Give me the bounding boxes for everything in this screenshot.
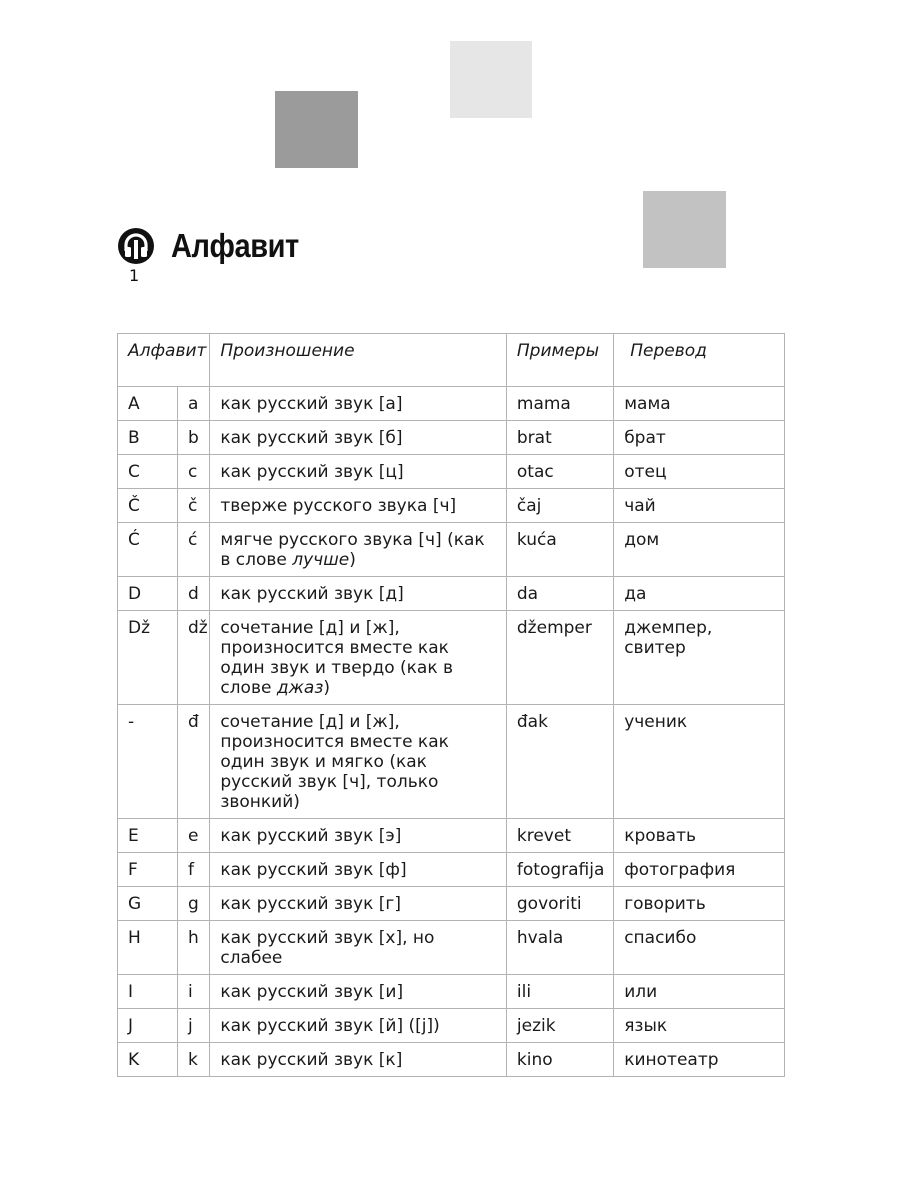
table-row [118, 387, 785, 421]
pronunciation-cell [210, 819, 507, 853]
letter-uppercase: A [118, 387, 178, 421]
pronunciation-cell [210, 421, 507, 455]
translation: дом [614, 523, 785, 577]
translation: или [614, 975, 785, 1009]
pronunciation-text: как русский звук [д] [220, 584, 404, 604]
table-row [118, 705, 785, 819]
pronunciation-cell [210, 489, 507, 523]
table-row [118, 489, 785, 523]
pronunciation-text-end: ) [349, 550, 356, 570]
pronunciation-text: сочетание [д] и [ж], произносится вместе как один звук и мягко (как русский звук [ч], только звонкий) [220, 712, 449, 812]
header-alphabet: Алфавит [118, 334, 210, 387]
translation: кровать [614, 819, 785, 853]
table-row [118, 975, 785, 1009]
table-row [118, 853, 785, 887]
letter-lowercase: đ [178, 705, 210, 819]
letter-lowercase: k [178, 1043, 210, 1077]
translation: фотография [614, 853, 785, 887]
pronunciation-text: как русский звук [ф] [220, 860, 407, 880]
audio-track-number: 1 [129, 266, 140, 285]
pronunciation-text: как русский звук [б] [220, 428, 403, 448]
letter-lowercase: g [178, 887, 210, 921]
letter-uppercase: I [118, 975, 178, 1009]
decorative-square [275, 91, 358, 168]
pronunciation-cell [210, 523, 507, 577]
pronunciation-text: как русский звук [а] [220, 394, 403, 414]
pronunciation-text: тверже русского звука [ч] [220, 496, 457, 516]
example-word: govoriti [506, 887, 613, 921]
translation: да [614, 577, 785, 611]
table-row [118, 921, 785, 975]
header-translation: Перевод [614, 334, 785, 387]
example-word: hvala [506, 921, 613, 975]
example-word: otac [506, 455, 613, 489]
pronunciation-text: как русский звук [и] [220, 982, 404, 1002]
pronunciation-cell [210, 387, 507, 421]
pronunciation-cell [210, 921, 507, 975]
pronunciation-text: как русский звук [э] [220, 826, 402, 846]
example-word: kuća [506, 523, 613, 577]
letter-uppercase: C [118, 455, 178, 489]
pronunciation-example-word: лучше [292, 550, 350, 570]
pronunciation-cell [210, 887, 507, 921]
letter-lowercase: e [178, 819, 210, 853]
example-word: ili [506, 975, 613, 1009]
letter-uppercase: F [118, 853, 178, 887]
letter-uppercase: Č [118, 489, 178, 523]
letter-uppercase: B [118, 421, 178, 455]
table-row [118, 819, 785, 853]
translation: ученик [614, 705, 785, 819]
table-row [118, 611, 785, 705]
translation: джемпер, свитер [614, 611, 785, 705]
pronunciation-text: как русский звук [х], но слабее [220, 928, 435, 968]
letter-lowercase: h [178, 921, 210, 975]
header-pronunciation: Произношение [210, 334, 507, 387]
letter-lowercase: č [178, 489, 210, 523]
letter-lowercase: dž [178, 611, 210, 705]
pronunciation-text: как русский звук [й] ([j]) [220, 1016, 440, 1036]
table-row [118, 523, 785, 577]
pronunciation-cell [210, 1043, 507, 1077]
letter-lowercase: a [178, 387, 210, 421]
table-row [118, 887, 785, 921]
pronunciation-text: сочетание [д] и [ж], произносится вместе как один звук и твердо (как в слове [220, 618, 454, 698]
pronunciation-text: мягче русского звука [ч] (как в слове [220, 530, 485, 570]
letter-uppercase: K [118, 1043, 178, 1077]
translation: говорить [614, 887, 785, 921]
pronunciation-cell [210, 853, 507, 887]
letter-lowercase: j [178, 1009, 210, 1043]
letter-uppercase: D [118, 577, 178, 611]
example-word: kino [506, 1043, 613, 1077]
section-header [117, 226, 316, 266]
table-body [118, 387, 785, 1077]
letter-uppercase: H [118, 921, 178, 975]
example-word: brat [506, 421, 613, 455]
letter-lowercase: b [178, 421, 210, 455]
example-word: čaj [506, 489, 613, 523]
letter-lowercase: c [178, 455, 210, 489]
table-row [118, 455, 785, 489]
table-row [118, 421, 785, 455]
pronunciation-cell [210, 611, 507, 705]
example-word: džemper [506, 611, 613, 705]
letter-uppercase: J [118, 1009, 178, 1043]
translation: чай [614, 489, 785, 523]
decorative-square [643, 191, 726, 268]
example-word: mama [506, 387, 613, 421]
pronunciation-cell [210, 975, 507, 1009]
letter-uppercase: - [118, 705, 178, 819]
letter-lowercase: f [178, 853, 210, 887]
letter-uppercase: G [118, 887, 178, 921]
pronunciation-cell [210, 455, 507, 489]
example-word: da [506, 577, 613, 611]
letter-lowercase: ć [178, 523, 210, 577]
example-word: fotografija [506, 853, 613, 887]
translation: язык [614, 1009, 785, 1043]
pronunciation-text: как русский звук [ц] [220, 462, 404, 482]
alphabet-table [117, 333, 785, 1077]
pronunciation-example-word: джаз [276, 678, 324, 698]
pronunciation-text-end: ) [323, 678, 330, 698]
pronunciation-cell [210, 705, 507, 819]
translation: брат [614, 421, 785, 455]
pronunciation-text: как русский звук [г] [220, 894, 401, 914]
letter-uppercase: Dž [118, 611, 178, 705]
table-row [118, 577, 785, 611]
letter-uppercase: Ć [118, 523, 178, 577]
table-row [118, 1009, 785, 1043]
translation: отец [614, 455, 785, 489]
header-examples: Примеры [506, 334, 613, 387]
translation: кинотеатр [614, 1043, 785, 1077]
table-row [118, 1043, 785, 1077]
letter-uppercase: E [118, 819, 178, 853]
table-header-row [118, 334, 785, 387]
pronunciation-cell [210, 577, 507, 611]
pronunciation-text: как русский звук [к] [220, 1050, 403, 1070]
letter-lowercase: d [178, 577, 210, 611]
page-title: Алфавит [171, 227, 299, 264]
translation: спасибо [614, 921, 785, 975]
translation: мама [614, 387, 785, 421]
example-word: jezik [506, 1009, 613, 1043]
pronunciation-cell [210, 1009, 507, 1043]
letter-lowercase: i [178, 975, 210, 1009]
example-word: krevet [506, 819, 613, 853]
decorative-square [450, 41, 532, 118]
headphones-icon[interactable] [117, 227, 155, 265]
example-word: đak [506, 705, 613, 819]
